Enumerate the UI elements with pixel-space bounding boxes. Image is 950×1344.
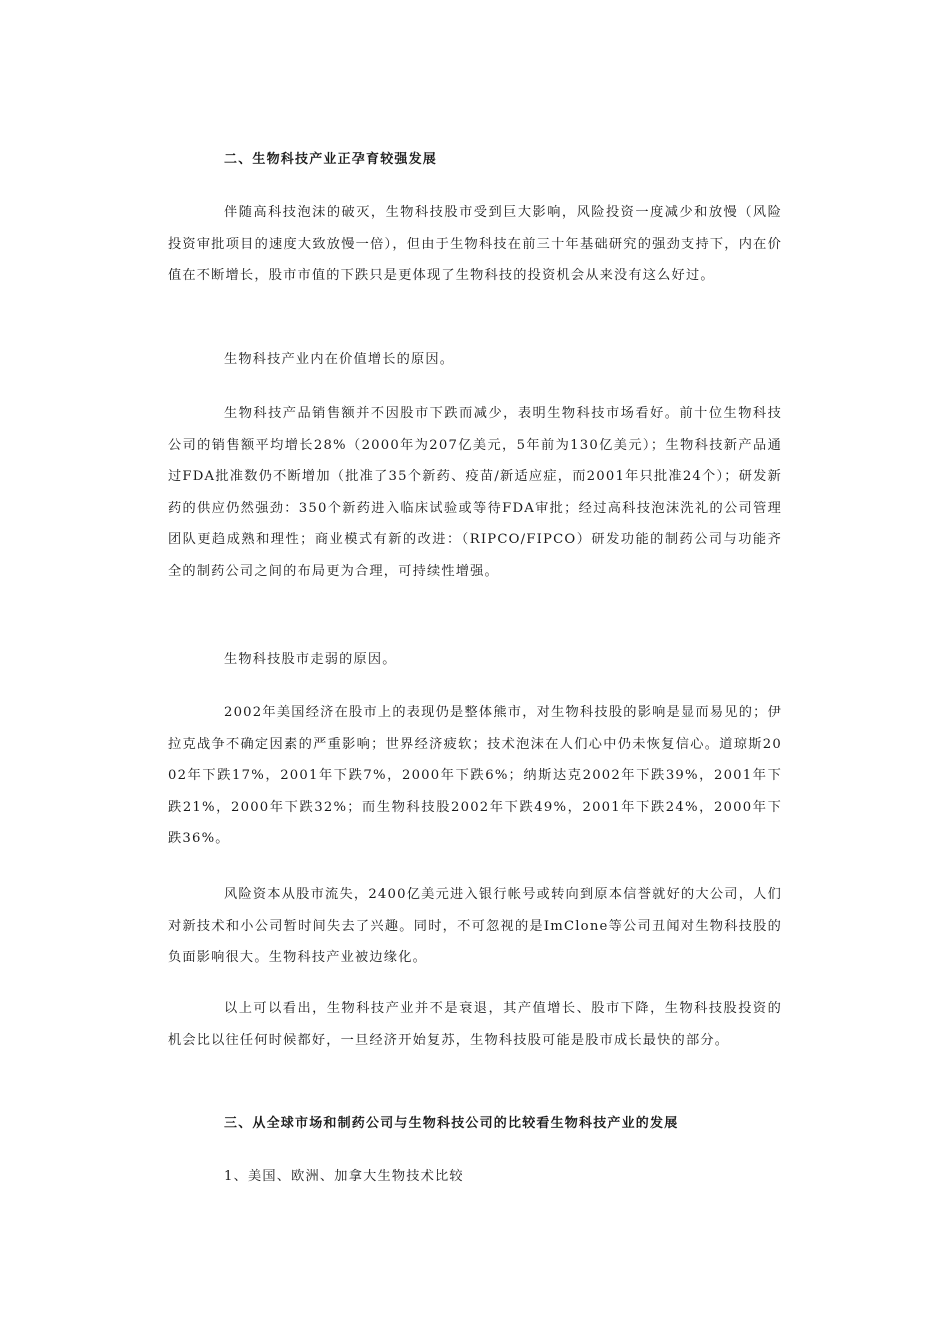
subheading-value-growth-reasons: 生物科技产业内在价值增长的原因。 — [224, 352, 455, 367]
paragraph-market-decline: 2002年美国经济在股市上的表现仍是整体熊市，对生物科技股的影响是显而易见的；伊拉克战争不确定因素的严重影响；世界经济疲软；技术泡沫在人们心中仍未恢复信心。道琼斯2002年下跌17%，2001年下跌7%，2000年下跌6%；纳斯达克2002年下跌39%，2001年下跌21%，2000年下跌32%；而生物科技股2002年下跌49%，2001年下跌24%，2000年下跌36%。 — [168, 705, 782, 847]
paragraph-sales-growth: 生物科技产品销售额并不因股市下跌而减少，表明生物科技市场看好。前十位生物科技公司的销售额平均增长28%（2000年为207亿美元，5年前为130亿美元）；生物科技新产品通过FDA批准数仍不断增加（批准了35个新药、疫苗/新适应症，而2001年只批准24个）；研发新药的供应仍然强劲：350个新药进入临床试验或等待FDA审批；经过高科技泡沫洗礼的公司管理团队更趋成熟和理性；商业模式有新的改进：（RIPCO/FIPCO）研发功能的制药公司与功能齐全的制药公司之间的布局更为合理，可持续性增强。 — [168, 406, 782, 579]
paragraph-conclusion: 以上可以看出，生物科技产业并不是衰退，其产值增长、股市下降，生物科技股投资的机会比以往任何时候都好，一旦经济开始复苏，生物科技股可能是股市成长最快的部分。 — [168, 1001, 782, 1048]
section-3-heading: 三、从全球市场和制药公司与生物科技公司的比较看生物科技产业的发展 — [224, 1116, 679, 1131]
paragraph-bubble-impact: 伴随高科技泡沫的破灭，生物科技股市受到巨大影响，风险投资一度减少和放慢（风险投资审批项目的速度大致放慢一倍），但由于生物科技在前三十年基础研究的强劲支持下，内在价值在不断增长，股市市值的下跌只是更体现了生物科技的投资机会从来没有这么好过。 — [168, 205, 782, 284]
subheading-regional-comparison: 1、美国、欧洲、加拿大生物技术比较 — [224, 1169, 464, 1184]
subheading-market-weakness-reasons: 生物科技股市走弱的原因。 — [224, 652, 397, 667]
paragraph-capital-outflow: 风险资本从股市流失，2400亿美元进入银行帐号或转向到原本信誉就好的大公司，人们对新技术和小公司暂时间失去了兴趣。同时，不可忽视的是ImClone等公司丑闻对生物科技股的负面影响很大。生物科技产业被边缘化。 — [168, 887, 782, 966]
section-2-heading: 二、生物科技产业正孕育较强发展 — [224, 152, 438, 167]
